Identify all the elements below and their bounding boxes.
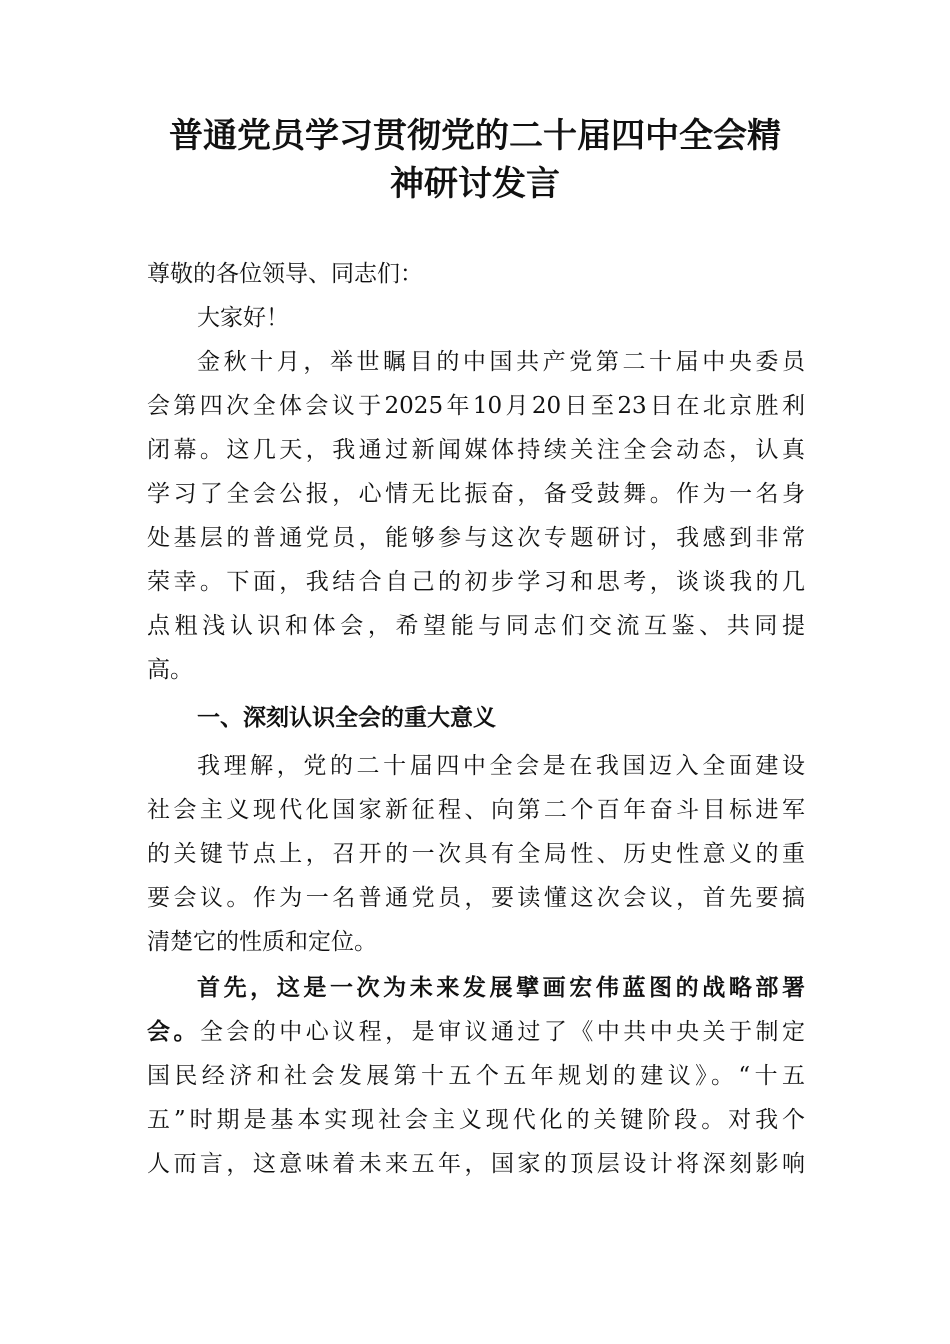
text-line: 金秋十月，举世瞩目的中国共产党第二十届中央委员 <box>197 349 805 375</box>
text-line <box>147 1017 805 1047</box>
document-title-line-1: 普通党员学习贯彻党的二十届四中全会精 <box>169 116 781 156</box>
section-heading: 一、深刻认识全会的重大意义 <box>197 705 496 731</box>
text-line: 高。 <box>147 657 193 683</box>
text-span: 全会的中心议程，是审议通过了《中共中央关于制定 <box>199 1019 806 1045</box>
text-line: 我理解，党的二十届四中全会是在我国迈入全面建设 <box>197 753 805 779</box>
text-line: 点粗浅认识和体会，希望能与同志们交流互鉴、共同提 <box>147 613 805 639</box>
text-line: 学习了全会公报，心情无比振奋，备受鼓舞。作为一名身 <box>147 481 805 507</box>
text-line: 人而言，这意味着未来五年，国家的顶层设计将深刻影响 <box>147 1151 805 1177</box>
text-line: 处基层的普通党员，能够参与这次专题研讨，我感到非常 <box>147 525 805 551</box>
text-line: 的关键节点上，召开的一次具有全局性、历史性意义的重 <box>147 841 805 867</box>
text-line: 社会主义现代化国家新征程、向第二个百年奋斗目标进军 <box>147 797 805 823</box>
text-line: 荣幸。下面，我结合自己的初步学习和思考，谈谈我的几 <box>147 569 805 595</box>
bold-lead-sentence: 首先，这是一次为未来发展擘画宏伟蓝图的战略部署 <box>197 974 805 1001</box>
text-line: 国民经济和社会发展第十五个五年规划的建议》。“十五 <box>147 1063 805 1089</box>
text-line: 要会议。作为一名普通党员，要读懂这次会议，首先要搞 <box>147 885 805 911</box>
text-line: 闭幕。这几天，我通过新闻媒体持续关注全会动态，认真 <box>147 437 805 463</box>
text-line: 会第四次全体会议于2025年10月20日至23日在北京胜利 <box>147 393 805 419</box>
text-line: 清楚它的性质和定位。 <box>147 929 377 955</box>
document-title-line-2: 神研讨发言 <box>390 164 560 204</box>
text-line: 五”时期是基本实现社会主义现代化的关键阶段。对我个 <box>147 1107 805 1133</box>
salutation: 尊敬的各位领导、同志们： <box>147 261 423 287</box>
greeting: 大家好！ <box>197 305 289 331</box>
bold-lead-end: 会。 <box>147 1018 200 1045</box>
